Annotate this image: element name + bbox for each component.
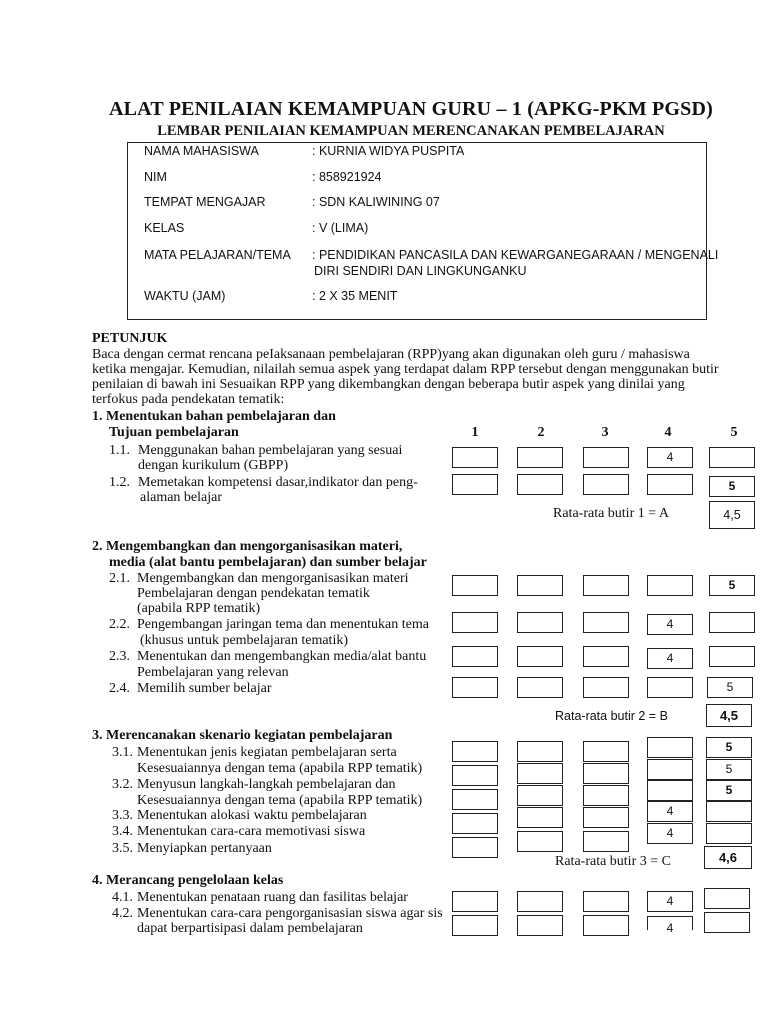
item-number: 3.1. [112, 745, 133, 760]
nama-label: NAMA MAHASISWA [144, 144, 259, 158]
item-text: Pembelajaran yang relevan [137, 665, 289, 680]
nim-value: : 858921924 [312, 170, 382, 184]
score-box[interactable] [706, 823, 752, 844]
score-box[interactable] [452, 765, 498, 786]
waktu-value: : 2 X 35 MENIT [312, 289, 398, 303]
score-box[interactable] [583, 741, 629, 762]
scale-header-3: 3 [601, 425, 609, 440]
score-box[interactable] [583, 474, 629, 495]
nama-value: : KURNIA WIDYA PUSPITA [312, 144, 465, 158]
score-box[interactable] [583, 915, 629, 936]
kelas-label: KELAS [144, 221, 185, 235]
score-box[interactable] [583, 612, 629, 633]
score-box[interactable] [452, 646, 498, 667]
score-box[interactable] [517, 575, 563, 596]
average-label: Rata-rata butir 1 = A [553, 506, 669, 521]
score-box[interactable] [517, 763, 563, 784]
score-box[interactable] [647, 575, 693, 596]
page-title: ALAT PENILAIAN KEMAMPUAN GURU – 1 (APKG-PKM PGSD) [108, 98, 714, 120]
score-box[interactable]: 5 [706, 780, 752, 801]
section-2-title-cont: media (alat bantu pembelajaran) dan sumber belajar [109, 555, 427, 570]
petunjuk-line: ketika mengajar. Kemudian, nilailah semua aspek yang terdapat dalam RPP tersebut dengan menggunakan butir [92, 362, 719, 377]
item-text: Menentukan cara-cara pengorganisasian siswa agar sis [137, 906, 443, 921]
item-text: dapat berpartisipasi dalam pembelajaran [137, 921, 363, 936]
average-value: 4,6 [704, 846, 752, 869]
score-box[interactable] [647, 759, 693, 780]
score-box[interactable]: 4 [647, 801, 693, 822]
item-number: 3.3. [112, 808, 133, 823]
score-box[interactable] [583, 763, 629, 784]
page-subtitle: LEMBAR PENILAIAN KEMAMPUAN MERENCANAKAN PEMBELAJARAN [157, 123, 665, 139]
score-box[interactable] [709, 447, 755, 468]
waktu-label: WAKTU (JAM) [144, 289, 226, 303]
score-box[interactable] [452, 447, 498, 468]
score-box[interactable]: 4 [647, 614, 693, 635]
section-3-title: 3. Merencanakan skenario kegiatan pembelajaran [92, 728, 393, 743]
score-box[interactable]: 4 [647, 916, 693, 930]
score-box[interactable] [517, 807, 563, 828]
item-number: 1.1. [109, 443, 130, 458]
score-box[interactable]: 5 [709, 476, 755, 497]
item-text: (khusus untuk pembelajaran tematik) [140, 633, 348, 648]
score-box[interactable] [704, 912, 750, 933]
item-text: Menyusun langkah-langkah pembelajaran dan [137, 777, 396, 792]
score-box[interactable] [647, 677, 693, 698]
score-box[interactable]: 5 [709, 575, 755, 596]
item-text: Menentukan alokasi waktu pembelajaran [137, 808, 367, 823]
score-box[interactable] [517, 474, 563, 495]
item-text: Menentukan jenis kegiatan pembelajaran serta [137, 745, 397, 760]
petunjuk-line: penilaian di bawah ini Sesuaikan RPP yang dikembangkan dengan beberapa butir aspek yang dinilai yang [92, 377, 685, 392]
tempat-label: TEMPAT MENGAJAR [144, 195, 266, 209]
item-text: Kesesuaiannya dengan tema (apabila RPP tematik) [137, 793, 423, 808]
score-box[interactable] [452, 813, 498, 834]
score-box[interactable] [583, 891, 629, 912]
score-box[interactable] [517, 447, 563, 468]
average-label: Rata-rata butir 2 = B [555, 709, 668, 723]
item-number: 2.3. [109, 649, 130, 664]
score-box[interactable]: 5 [706, 737, 752, 758]
score-box[interactable] [452, 915, 498, 936]
score-box[interactable] [517, 785, 563, 806]
score-box[interactable] [647, 780, 693, 801]
item-text: Menentukan dan mengembangkan media/alat bantu [137, 649, 427, 664]
score-box[interactable] [583, 646, 629, 667]
nim-label: NIM [144, 170, 167, 184]
tempat-value: : SDN KALIWINING 07 [312, 195, 440, 209]
item-text: Menggunakan bahan pembelajaran yang sesuai [138, 443, 403, 458]
item-number: 2.4. [109, 681, 130, 696]
item-text: Menentukan penataan ruang dan fasilitas belajar [137, 890, 408, 905]
item-text: (apabila RPP tematik) [137, 601, 261, 616]
score-box[interactable] [517, 646, 563, 667]
average-value: 4,5 [709, 501, 755, 529]
item-number: 4.1. [112, 890, 133, 905]
item-text: Menyiapkan pertanyaan [137, 841, 272, 856]
score-box[interactable] [452, 575, 498, 596]
score-box[interactable] [452, 741, 498, 762]
score-box[interactable] [452, 474, 498, 495]
score-box[interactable]: 5 [706, 759, 752, 780]
petunjuk-line: terfokus pada pendekatan tematik: [92, 392, 285, 407]
item-text: Memilih sumber belajar [137, 681, 272, 696]
item-number: 2.2. [109, 617, 130, 632]
item-text: Menentukan cara-cara memotivasi siswa [137, 824, 366, 839]
section-2-title: 2. Mengembangkan dan mengorganisasikan materi, [92, 539, 403, 554]
score-box[interactable] [517, 741, 563, 762]
item-text: dengan kurikulum (GBPP) [138, 458, 289, 473]
score-box[interactable] [517, 915, 563, 936]
scale-header-4: 4 [664, 425, 672, 440]
score-box[interactable] [583, 785, 629, 806]
score-box[interactable]: 5 [707, 677, 753, 698]
mapel-value-cont: DIRI SENDIRI DAN LINGKUNGANKU [314, 264, 527, 278]
kelas-value: : V (LIMA) [312, 221, 369, 235]
score-box[interactable] [517, 831, 563, 852]
score-box[interactable] [452, 789, 498, 810]
section-4-title: 4. Merancang pengelolaan kelas [92, 873, 284, 888]
average-label: Rata-rata butir 3 = C [555, 854, 671, 869]
section-1-title-cont: Tujuan pembelajaran [109, 425, 239, 440]
score-box[interactable] [452, 891, 498, 912]
item-text: Kesesuaiannya dengan tema (apabila RPP tematik) [137, 761, 423, 776]
mapel-label: MATA PELAJARAN/TEMA [144, 248, 291, 262]
score-box[interactable]: 4 [647, 823, 693, 844]
score-box[interactable] [452, 612, 498, 633]
score-box[interactable] [706, 801, 752, 822]
average-value: 4,5 [706, 704, 752, 727]
scale-header-2: 2 [537, 425, 545, 440]
score-box[interactable] [583, 807, 629, 828]
mapel-value: : PENDIDIKAN PANCASILA DAN KEWARGANEGARAAN / MENGENALI [312, 248, 719, 262]
item-number: 3.2. [112, 777, 133, 792]
item-number: 4.2. [112, 906, 133, 921]
score-box[interactable] [647, 737, 693, 758]
score-box[interactable] [583, 677, 629, 698]
score-box[interactable]: 4 [647, 891, 693, 912]
item-text: Pengembangan jaringan tema dan menentukan tema [137, 617, 429, 632]
score-box[interactable] [517, 677, 563, 698]
petunjuk-line: Baca dengan cermat rencana peIaksanaan pembelajaran (RPP)yang akan digunakan oleh guru / mahasiswa [92, 347, 690, 362]
score-box[interactable]: 4 [647, 447, 693, 468]
item-number: 2.1. [109, 571, 130, 586]
item-text: Pembelajaran dengan pendekatan tematik [137, 586, 370, 601]
score-box[interactable] [709, 646, 755, 667]
score-box[interactable] [583, 575, 629, 596]
score-box[interactable] [452, 837, 498, 858]
petunjuk-heading: PETUNJUK [92, 331, 168, 346]
item-text: alaman belajar [140, 490, 223, 505]
item-number: 3.5. [112, 841, 133, 856]
score-box[interactable] [583, 831, 629, 852]
item-text: Mengembangkan dan mengorganisasikan materi [137, 571, 409, 586]
section-1-title: 1. Menentukan bahan pembelajaran dan [92, 409, 336, 424]
item-text: Memetakan kompetensi dasar,indikator dan peng- [138, 475, 418, 490]
score-box[interactable] [517, 891, 563, 912]
score-box[interactable] [709, 612, 755, 633]
score-box[interactable] [583, 447, 629, 468]
score-box[interactable] [704, 888, 750, 909]
score-box[interactable] [517, 612, 563, 633]
scale-header-1: 1 [471, 425, 479, 440]
score-box[interactable] [452, 677, 498, 698]
score-box[interactable]: 4 [647, 648, 693, 669]
score-box[interactable] [647, 474, 693, 495]
item-number: 1.2. [109, 475, 130, 490]
scale-header-5: 5 [730, 425, 738, 440]
item-number: 3.4. [112, 824, 133, 839]
